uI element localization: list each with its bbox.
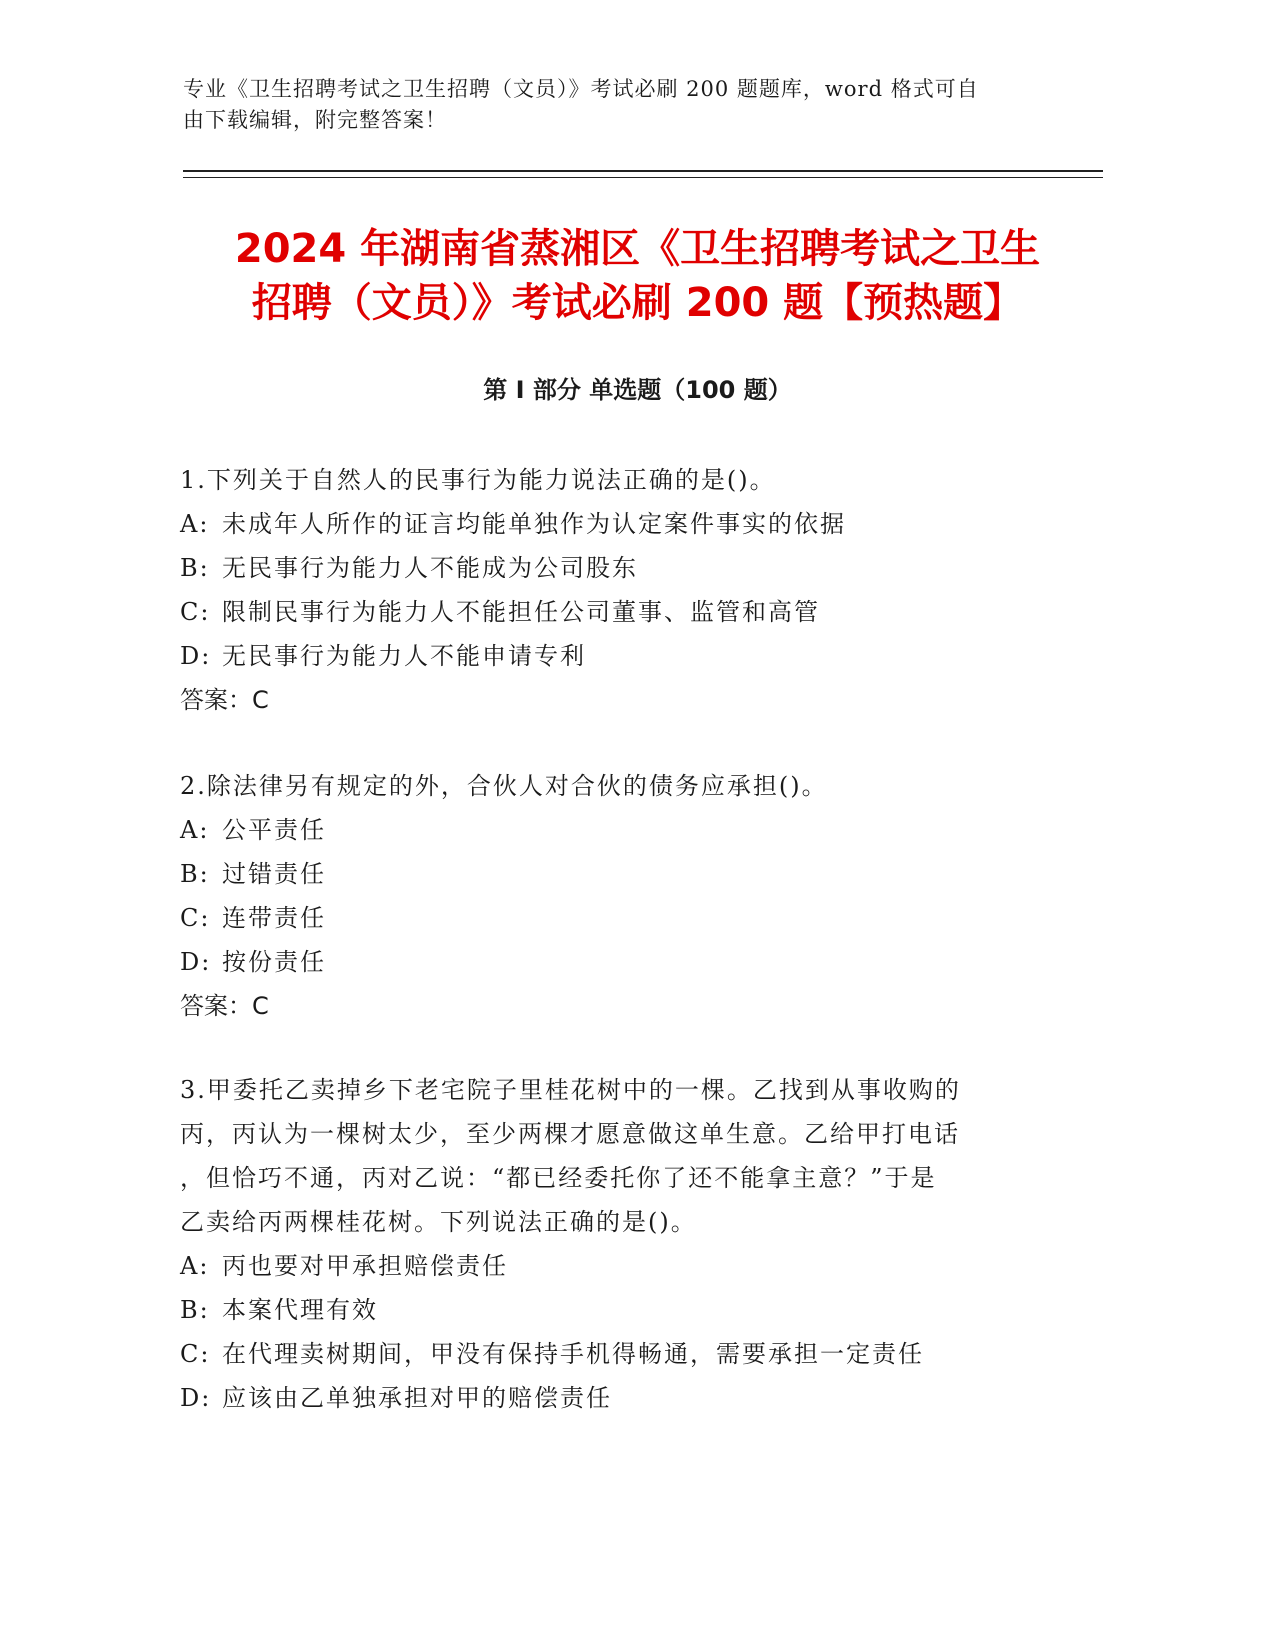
question-text-line: ，但恰巧不通，丙对乙说：“都已经委托你了还不能拿主意？”于是: [180, 1164, 937, 1192]
question-text-line: 1.下列关于自然人的民事行为能力说法正确的是()。: [180, 466, 776, 494]
section-title: 第 I 部分 单选题（100 题）: [483, 376, 792, 404]
option-letter: B:: [180, 1296, 210, 1324]
option-letter: A:: [180, 816, 210, 844]
answer-line: 答案：C: [180, 992, 269, 1020]
option-a: [180, 1244, 1060, 1288]
option-text: 连带责任: [222, 904, 326, 932]
option-a: [180, 808, 1060, 852]
title-line: 2024 年湖南省蒸湘区《卫生招聘考试之卫生: [234, 226, 1041, 272]
option-letter: C:: [180, 904, 211, 932]
answer-line: 答案：C: [180, 686, 269, 714]
question-2: [180, 764, 1060, 1028]
option-text: 未成年人所作的证言均能单独作为认定案件事实的依据: [222, 510, 846, 538]
option-text: 应该由乙单独承担对甲的赔偿责任: [222, 1384, 612, 1412]
question-text-line: 2.除法律另有规定的外，合伙人对合伙的债务应承担()。: [180, 772, 828, 800]
question-3: [180, 1068, 1060, 1420]
options-list: [180, 1244, 1060, 1420]
question-1: [180, 458, 1060, 722]
option-letter: C:: [180, 1340, 211, 1368]
question-text: [180, 764, 1060, 808]
question-text-line: 3.甲委托乙卖掉乡下老宅院子里桂花树中的一棵。乙找到从事收购的: [180, 1076, 961, 1104]
option-letter: B:: [180, 860, 210, 888]
option-d: [180, 634, 1060, 678]
option-d: [180, 1376, 1060, 1420]
option-letter: D:: [180, 642, 212, 670]
options-list: [180, 502, 1060, 678]
options-list: [180, 808, 1060, 984]
header-note-line: 由下载编辑，附完整答案！: [183, 108, 447, 132]
header-divider-thick: [183, 170, 1103, 172]
option-text: 限制民事行为能力人不能担任公司董事、监管和高管: [222, 598, 820, 626]
question-text-line: 丙，丙认为一棵树太少，至少两棵才愿意做这单生意。乙给甲打电话: [180, 1120, 960, 1148]
option-text: 无民事行为能力人不能成为公司股东: [222, 554, 638, 582]
option-letter: D:: [180, 1384, 212, 1412]
document-title: [150, 222, 1125, 330]
option-a: [180, 502, 1060, 546]
option-d: [180, 940, 1060, 984]
question-text: [180, 458, 1060, 502]
option-b: [180, 1288, 1060, 1332]
option-text: 无民事行为能力人不能申请专利: [222, 642, 586, 670]
option-letter: C:: [180, 598, 211, 626]
header-note: [183, 74, 1063, 136]
header-note-line: 专业《卫生招聘考试之卫生招聘（文员）》考试必刷 200 题题库，word 格式可自: [183, 77, 979, 101]
option-letter: A:: [180, 1252, 210, 1280]
question-text: [180, 1068, 1060, 1244]
option-text: 在代理卖树期间，甲没有保持手机得畅通，需要承担一定责任: [222, 1340, 924, 1368]
option-c: [180, 590, 1060, 634]
option-c: [180, 1332, 1060, 1376]
option-letter: B:: [180, 554, 210, 582]
option-c: [180, 896, 1060, 940]
option-letter: A:: [180, 510, 210, 538]
option-text: 按份责任: [222, 948, 326, 976]
header-divider-thin: [183, 177, 1103, 178]
option-b: [180, 546, 1060, 590]
option-text: 本案代理有效: [222, 1296, 378, 1324]
title-line: 招聘（文员）》考试必刷 200 题【预热题】: [251, 280, 1024, 326]
option-text: 丙也要对甲承担赔偿责任: [222, 1252, 508, 1280]
option-text: 公平责任: [222, 816, 326, 844]
question-text-line: 乙卖给丙两棵桂花树。下列说法正确的是()。: [180, 1208, 697, 1236]
option-b: [180, 852, 1060, 896]
option-letter: D:: [180, 948, 212, 976]
option-text: 过错责任: [222, 860, 326, 888]
